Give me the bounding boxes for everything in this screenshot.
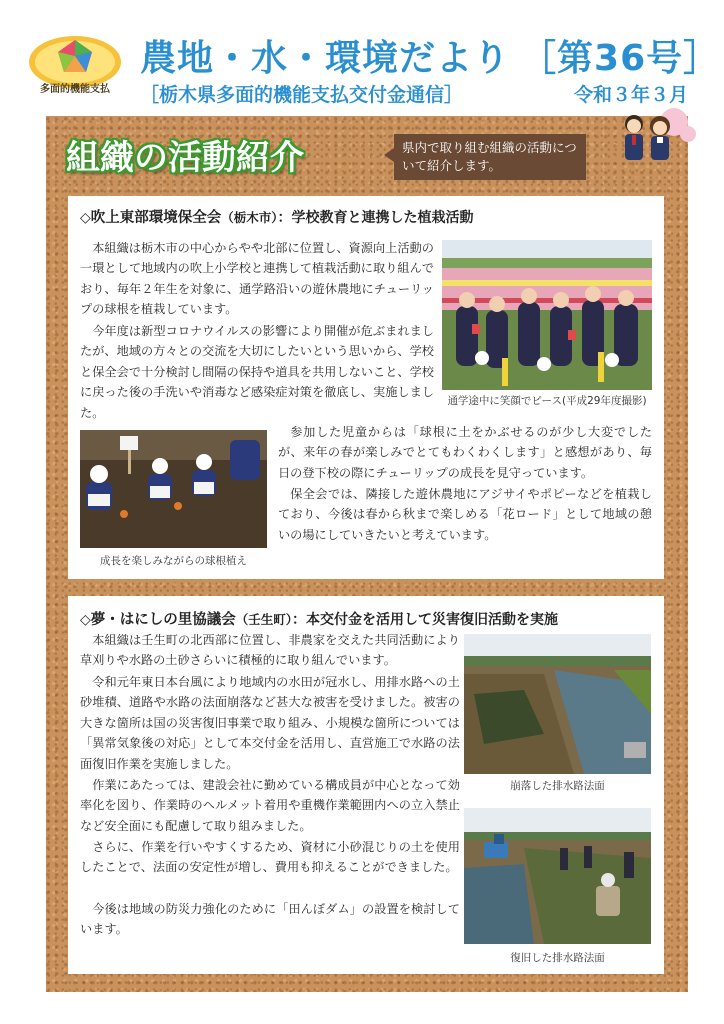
photo-children-tulip-field xyxy=(442,240,652,390)
caption-photo-3: 崩落した排水路法面 xyxy=(510,780,605,792)
newsletter-subtitle: ［栃木県多面的機能支払交付金通信］ xyxy=(140,84,464,106)
article-1-paragraph-1: 本組織は栃木市の中心からやや北部に位置し、資源向上活動の一環として地域内の吹上小学校と連携して植栽活動に取り組んでおり、毎年２年生を対象に、通学路沿いの遊休農地にチューリップの球根を植栽しています。 xyxy=(80,241,434,317)
article-1-paragraph-4: 保全会では、隣接した遊休農地にアジサイやポピーなどを植栽しており、今後は春から秋まで楽しめる「花ロード」として地域の憩いの場にしていきたいと考えています。 xyxy=(278,487,652,542)
article-1-marker: ◇ xyxy=(80,210,91,226)
article-2-paragraph-1: 本組織は壬生町の北西部に位置し、非農家を交えた共同活動により草刈りや水路の土砂さらいに積極的に取り組んでいます。 xyxy=(80,633,460,668)
article-2-paragraph-4: さらに、作業を行いやすくするため、資材に小砂混じりの土を使用したことで、法面の安定性が増し、費用も抑えることができました。 xyxy=(80,840,460,875)
article-1-place: （栃木市） xyxy=(221,210,278,225)
issue-number: ［第36号］ xyxy=(520,38,721,79)
article-2-topic: ：本交付金を活用して災害復旧活動を実施 xyxy=(292,612,559,628)
caption-photo-2: 成長を楽しみながらの球根植え xyxy=(100,555,247,567)
photo-planting-bulbs xyxy=(80,430,267,548)
article-2-marker: ◇ xyxy=(80,612,91,628)
photo-restored-channel-slope xyxy=(464,808,651,944)
article-1-paragraph-2: 今年度は新型コロナウイルスの影響により開催が危ぶまれましたが、地域の方々との交流を大切にしたいという思いから、学校と保全会で十分検討し間隔の保持や道具を共用しないこと、学校に戻った後の手洗いや消毒など感染症対策を徹底し、実施しました。 xyxy=(80,324,434,420)
newsletter-title xyxy=(140,30,720,81)
article-2-heading xyxy=(80,608,558,629)
article-2-paragraph-5: 今後は地域の防災力強化のために「田んぼダム」の設置を検討しています。 xyxy=(80,902,460,937)
program-logo xyxy=(26,34,124,96)
caption-photo-4: 復旧した排水路法面 xyxy=(510,952,605,964)
issue-date: 令和３年３月 xyxy=(573,84,688,106)
article-1-topic: ：学校教育と連携した植栽活動 xyxy=(277,210,474,226)
caption-photo-1: 通学途中に笑顔でピース(平成29年度撮影) xyxy=(447,395,647,407)
article-1-paragraph-3: 参加した児童からは「球根に土をかぶせるのが少し大変でしたが、来年の春が楽しみでとてもわくわくします」と感想があり、毎日の登下校の際にチューリップの成長を見守っています。 xyxy=(278,425,652,480)
article-2-org: 夢・はにしの里協議会 xyxy=(90,612,236,628)
photo-collapsed-channel-slope xyxy=(464,634,651,774)
article-2-paragraph-2: 令和元年東日本台風により地域内の水田が冠水し、用排水路への土砂堆積、道路や水路の法面崩落など甚大な被害を受けました。被害の大きな箇所は国の災害復旧事業で取り組み、小規模な箇所については「異常気象後の対応」として本交付金を活用し、直営施工で水路の法面復旧作業を実施しました。 xyxy=(80,675,460,771)
section-intro-box: 県内で取り組む組織の活動について紹介します。 xyxy=(394,134,586,180)
section-title: 組織の活動紹介 xyxy=(66,138,304,178)
article-1-org: 吹上東部環境保全会 xyxy=(90,210,222,226)
article-2-place: （壬生町） xyxy=(235,612,293,627)
students-illustration xyxy=(608,104,698,170)
logo-text: 多面的機能支払 xyxy=(40,84,110,95)
article-1-heading xyxy=(80,206,474,227)
article-2-paragraph-3: 作業にあたっては、建設会社に勤めている構成員が中心となって効率化を図り、作業時のヘルメット着用や重機作業範囲内への立入禁止など安全面にも配慮して取り組みました。 xyxy=(80,778,460,833)
title-text: 農地・水・環境だより xyxy=(140,38,511,79)
